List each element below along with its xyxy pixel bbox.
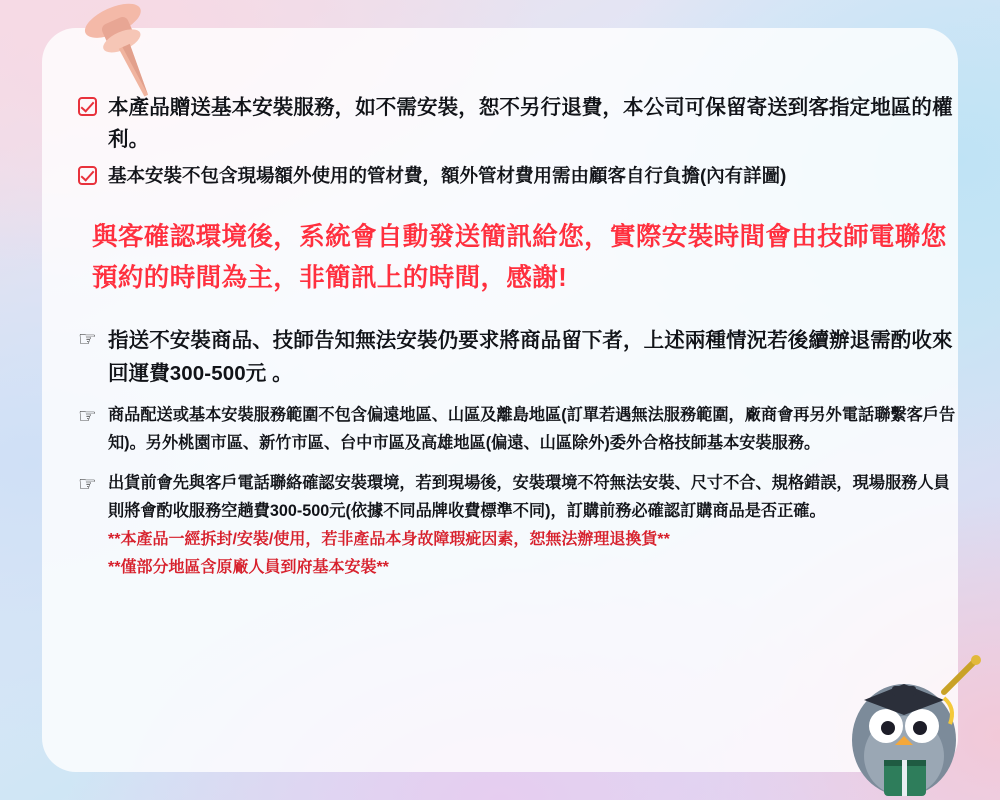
checklist-text-1: 本產品贈送基本安裝服務，如不需安裝，恕不另行退費，本公司可保留寄送到客指定地區的權利。 (108, 96, 953, 152)
checklist-text-2: 基本安裝不包含現場額外使用的管材費，額外管材費用需由顧客自行負擔(內有詳圖) (108, 164, 787, 186)
list-item (78, 92, 958, 157)
checkbox-checked-icon (78, 161, 108, 185)
pointer-block-3 (108, 470, 958, 582)
pointing-hand-icon: ☞ (78, 405, 97, 429)
list-item (78, 161, 958, 191)
pushpin-icon (62, 0, 192, 110)
pointer-text-1: 指送不安裝商品、技師告知無法安裝仍要求將商品留下者，上述兩種情況若後續辦退需酌收來回運費300-500元 。 (108, 329, 953, 385)
document-body (78, 92, 958, 588)
list-item (78, 325, 958, 390)
list-item (78, 470, 958, 582)
list-item (78, 402, 958, 458)
highlight-notice: 與客確認環境後，系統會自動發送簡訊給您，實際安裝時間會由技師電聯您預約的時間為主，非簡訊上的時間，感謝! (92, 222, 947, 293)
pointing-hand-icon: ☞ (78, 472, 97, 496)
graduate-owl-icon (804, 640, 994, 800)
pointer-text-2: 商品配送或基本安裝服務範圍不包含偏遠地區、山區及離島地區(訂單若遇無法服務範圍，廠商會再另外電話聯繫客戶告知)。另外桃園市區、新竹市區、台中市區及高雄地區(偏遠、山區除外)委外合格技師基本安裝服務。 (108, 406, 956, 452)
pointing-hand-icon: ☞ (78, 328, 97, 352)
pointer-text-3: 出貨前會先與客戶電話聯絡確認安裝環境，若到現場後，安裝環境不符無法安裝、尺寸不合、規格錯誤，現場服務人員則將會酌收服務空趟費300-500元(依據不同品牌收費標準不同)，訂購前務必確認訂購商品是否正確。 (108, 473, 950, 520)
footnote-1: **本產品一經拆封/安裝/使用，若非產品本身故障瑕疵因素，恕無法辦理退換貨** (108, 530, 670, 548)
footnote-2: **僅部分地區含原廠人員到府基本安裝** (108, 558, 389, 576)
